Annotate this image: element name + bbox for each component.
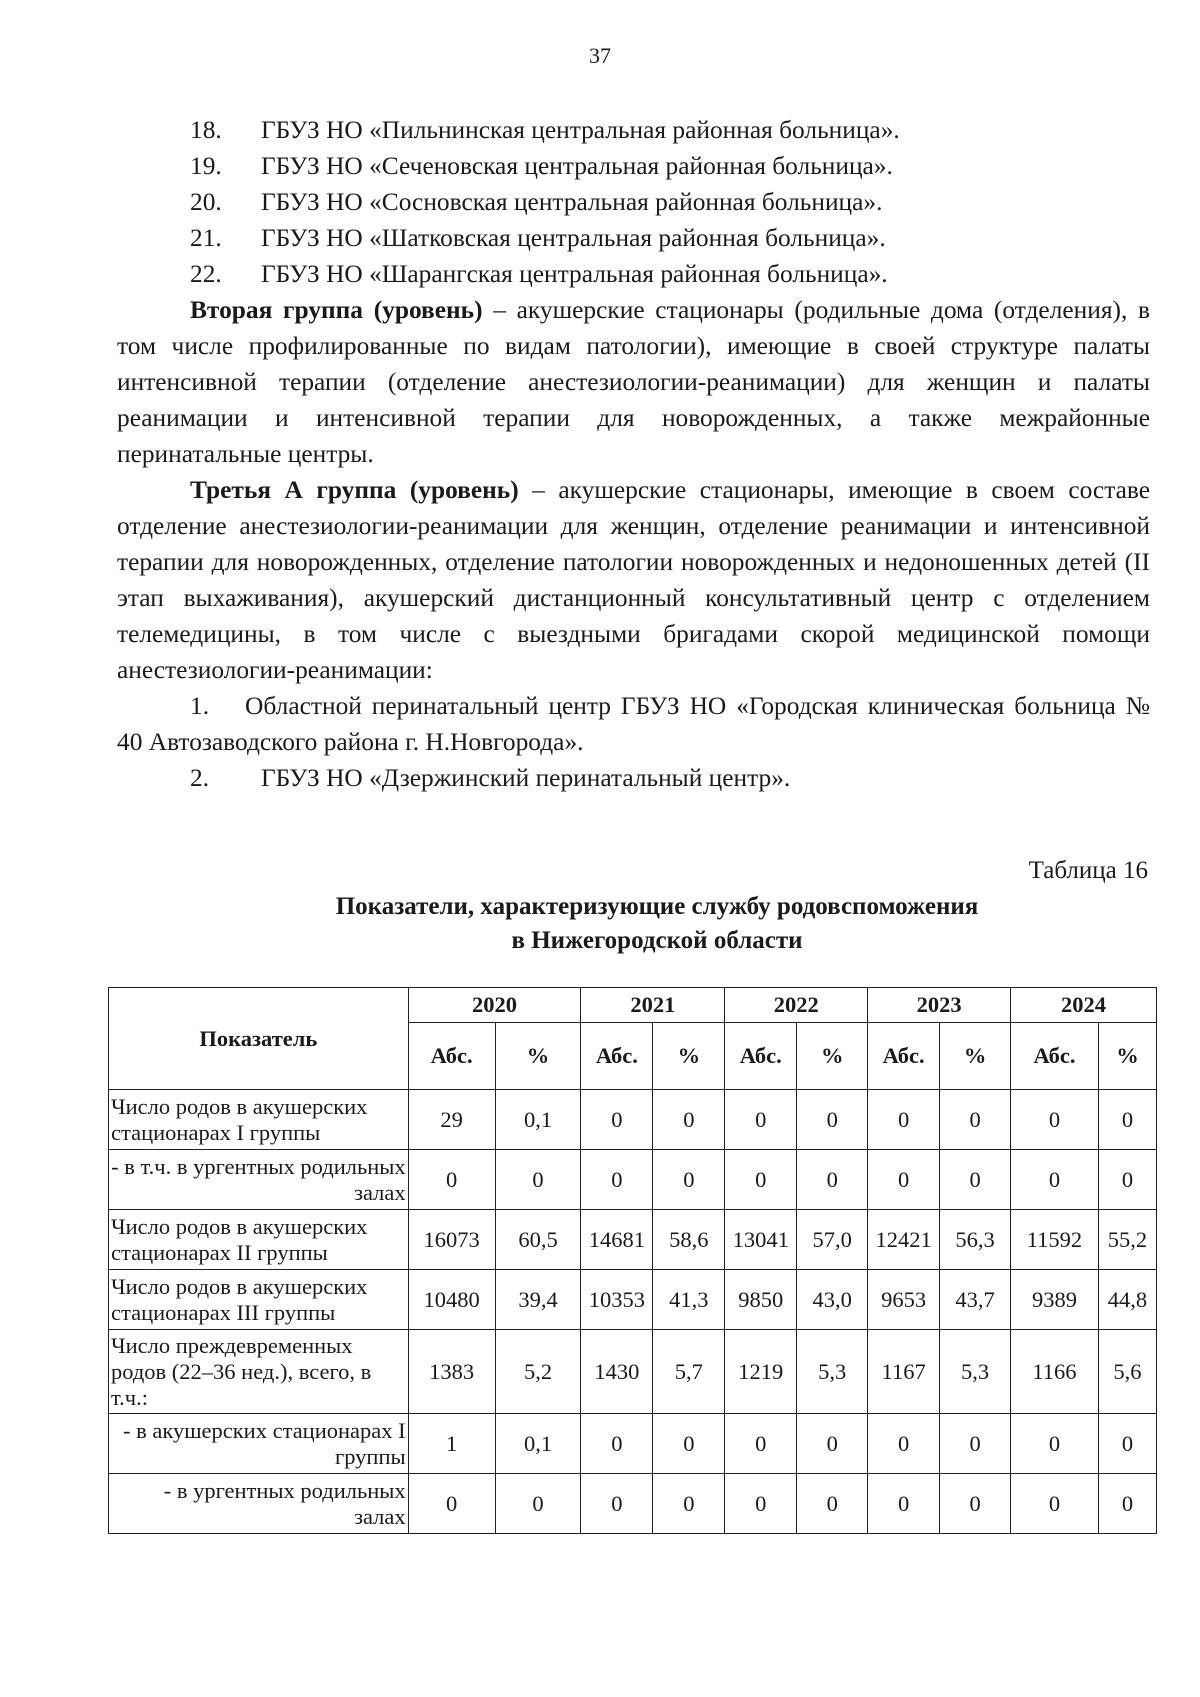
group-2-paragraph (117, 292, 1150, 472)
page-number: 37 (589, 43, 611, 68)
table-cell: 0 (797, 1474, 868, 1534)
list-item-text: ГБУЗ НО «Дзержинский перинатальный центр». (261, 764, 791, 792)
table-cell: 9653 (868, 1270, 940, 1330)
list-item-number: 19. (190, 152, 222, 180)
table-title-line: Показатели, характеризующие службу родовспоможения (335, 893, 979, 920)
list-item-number: 20. (190, 188, 222, 216)
table-cell: 0 (725, 1414, 797, 1474)
pct-header: % (495, 1023, 581, 1090)
table-cell: 0 (408, 1474, 495, 1534)
table-cell: 0,1 (495, 1090, 581, 1150)
table-cell: 0 (868, 1090, 940, 1150)
list-item-number: 1. (190, 692, 210, 720)
pct-header: % (1098, 1023, 1156, 1090)
table-row (109, 1210, 1157, 1270)
row-label: Число преждевременных родов (22–36 нед.), всего, в т.ч.: (109, 1330, 409, 1414)
table-cell: 43,7 (940, 1270, 1011, 1330)
row-label: Число родов в акушерских стационарах I группы (109, 1090, 409, 1150)
table-cell: 55,2 (1098, 1210, 1156, 1270)
group-3a-definition: – акушерские стационары, имеющие в своем составе отделение анестезиологии-реанимации для женщин, отделение реанимации и интенсивной терапии для новорожденных, отделение патологии новорожденных и недоношенных детей (II этап выхаживания), акушерский дистанционный консультативный центр с отделением телемедицины, в том числе с выездными бригадами скорой медицинской помощи анестезиологии-реанимации: (117, 476, 1150, 684)
body-text (117, 112, 1150, 796)
year-header: 2020 (408, 988, 581, 1023)
table-cell: 1430 (581, 1330, 653, 1414)
table-cell: 1 (408, 1414, 495, 1474)
abs-header: Абс. (581, 1023, 653, 1090)
pct-header: % (940, 1023, 1011, 1090)
table-cell: 0 (940, 1090, 1011, 1150)
table-row (109, 1150, 1157, 1210)
table-cell: 43,0 (797, 1270, 868, 1330)
abs-header: Абс. (868, 1023, 940, 1090)
list-item-text: ГБУЗ НО «Шарангская центральная районная больница». (261, 260, 888, 288)
table-cell: 0 (1098, 1474, 1156, 1534)
table-cell: 0 (797, 1150, 868, 1210)
table-cell: 0 (940, 1414, 1011, 1474)
table-title-line: в Нижегородской области (511, 927, 803, 954)
list-item-text: ГБУЗ НО «Сосновская центральная районная больница». (261, 188, 883, 216)
list-item (117, 184, 1150, 220)
table-cell: 0 (1011, 1090, 1099, 1150)
list-item (117, 112, 1150, 148)
table-cell: 11592 (1011, 1210, 1099, 1270)
table-cell: 0 (1011, 1150, 1099, 1210)
group-2-definition: – акушерские стационары (родильные дома (отделения), в том числе профилированные по видам патологии), имеющие в своей структуре палаты интенсивной терапии (отделение анестезиологии-реанимации) для женщин и палаты реанимации и интенсивной терапии для новорожденных, а также межрайонные перинатальные центры. (117, 296, 1150, 468)
table-cell: 12421 (868, 1210, 940, 1270)
list-item-text: ГБУЗ НО «Сеченовская центральная районная больница». (261, 152, 893, 180)
table-cell: 0 (725, 1474, 797, 1534)
row-label: - в акушерских стационарах I группы (109, 1414, 409, 1474)
table-cell: 0 (797, 1090, 868, 1150)
year-header: 2022 (725, 988, 868, 1023)
table-row (109, 1090, 1157, 1150)
table-cell: 1219 (725, 1330, 797, 1414)
year-header: 2024 (1011, 988, 1157, 1023)
table-cell: 0 (495, 1150, 581, 1210)
year-header: 2021 (581, 988, 725, 1023)
table-cell: 0 (1098, 1414, 1156, 1474)
table-cell: 58,6 (653, 1210, 725, 1270)
table-cell: 0 (868, 1150, 940, 1210)
list-item (117, 688, 1150, 760)
group-3a-paragraph (117, 472, 1150, 688)
pct-header: % (797, 1023, 868, 1090)
table-cell: 1383 (408, 1330, 495, 1414)
list-item (117, 148, 1150, 184)
table-cell: 0 (581, 1150, 653, 1210)
table-cell: 0 (1098, 1090, 1156, 1150)
table-row (109, 1330, 1157, 1414)
list-item-number: 22. (190, 260, 222, 288)
list-item-number: 18. (190, 116, 222, 144)
list-item-number: 21. (190, 224, 222, 252)
table-cell: 13041 (725, 1210, 797, 1270)
pct-header: % (653, 1023, 725, 1090)
table-cell: 0 (725, 1150, 797, 1210)
table-cell: 5,6 (1098, 1330, 1156, 1414)
table-cell: 0 (725, 1090, 797, 1150)
table-cell: 39,4 (495, 1270, 581, 1330)
table-cell: 5,2 (495, 1330, 581, 1414)
table-cell: 5,7 (653, 1330, 725, 1414)
table-header-row (109, 988, 1157, 1023)
table-cell: 0 (495, 1474, 581, 1534)
list-item (117, 256, 1150, 292)
table-cell: 9389 (1011, 1270, 1099, 1330)
abs-header: Абс. (1011, 1023, 1099, 1090)
table-row (109, 1270, 1157, 1330)
table-cell: 60,5 (495, 1210, 581, 1270)
table-cell: 57,0 (797, 1210, 868, 1270)
table-cell: 0,1 (495, 1414, 581, 1474)
table-cell: 44,8 (1098, 1270, 1156, 1330)
list-item (117, 220, 1150, 256)
table-cell: 16073 (408, 1210, 495, 1270)
table-cell: 1166 (1011, 1330, 1099, 1414)
data-table (108, 987, 1157, 1534)
table-cell: 29 (408, 1090, 495, 1150)
group-3a-term: Третья А группа (уровень) (190, 476, 519, 504)
table-cell: 10353 (581, 1270, 653, 1330)
list-item-number: 2. (190, 764, 210, 792)
table-cell: 0 (940, 1150, 1011, 1210)
table-cell: 0 (1011, 1474, 1099, 1534)
group-2-term: Вторая группа (уровень) (190, 296, 483, 324)
table-cell: 9850 (725, 1270, 797, 1330)
abs-header: Абс. (408, 1023, 495, 1090)
list-item-text: ГБУЗ НО «Пильнинская центральная районная больница». (261, 116, 900, 144)
row-label: - в т.ч. в ургентных родильных залах (109, 1150, 409, 1210)
table-cell: 14681 (581, 1210, 653, 1270)
list-item-text: Областной перинатальный центр ГБУЗ НО «Городская клиническая больница № 40 Автозаводского района г. Н.Новгорода». (117, 692, 1150, 756)
row-label: Число родов в акушерских стационарах III группы (109, 1270, 409, 1330)
table-cell: 0 (581, 1474, 653, 1534)
table-cell: 0 (653, 1090, 725, 1150)
year-header: 2023 (868, 988, 1011, 1023)
table-cell: 10480 (408, 1270, 495, 1330)
table-cell: 0 (1098, 1150, 1156, 1210)
table-cell: 0 (797, 1414, 868, 1474)
table-row (109, 1474, 1157, 1534)
table-cell: 0 (408, 1150, 495, 1210)
row-label: - в ургентных родильных залах (109, 1474, 409, 1534)
row-label: Число родов в акушерских стационарах II группы (109, 1210, 409, 1270)
table-cell: 0 (868, 1474, 940, 1534)
list-item-text: ГБУЗ НО «Шатковская центральная районная больница». (261, 224, 886, 252)
table-cell: 0 (581, 1414, 653, 1474)
table-cell: 41,3 (653, 1270, 725, 1330)
table-cell: 1167 (868, 1330, 940, 1414)
table-cell: 0 (940, 1474, 1011, 1534)
table-caption: Таблица 16 (1028, 857, 1148, 884)
table-cell: 0 (653, 1474, 725, 1534)
table-cell: 0 (581, 1090, 653, 1150)
table-cell: 0 (1011, 1414, 1099, 1474)
table-cell: 0 (653, 1414, 725, 1474)
table-cell: 5,3 (797, 1330, 868, 1414)
table-row (109, 1414, 1157, 1474)
table-cell: 0 (868, 1414, 940, 1474)
table-cell: 56,3 (940, 1210, 1011, 1270)
table-title (0, 890, 1200, 958)
abs-header: Абс. (725, 1023, 797, 1090)
table-cell: 0 (653, 1150, 725, 1210)
indicator-header: Показатель (109, 988, 409, 1090)
list-item (117, 760, 1150, 796)
table-cell: 5,3 (940, 1330, 1011, 1414)
